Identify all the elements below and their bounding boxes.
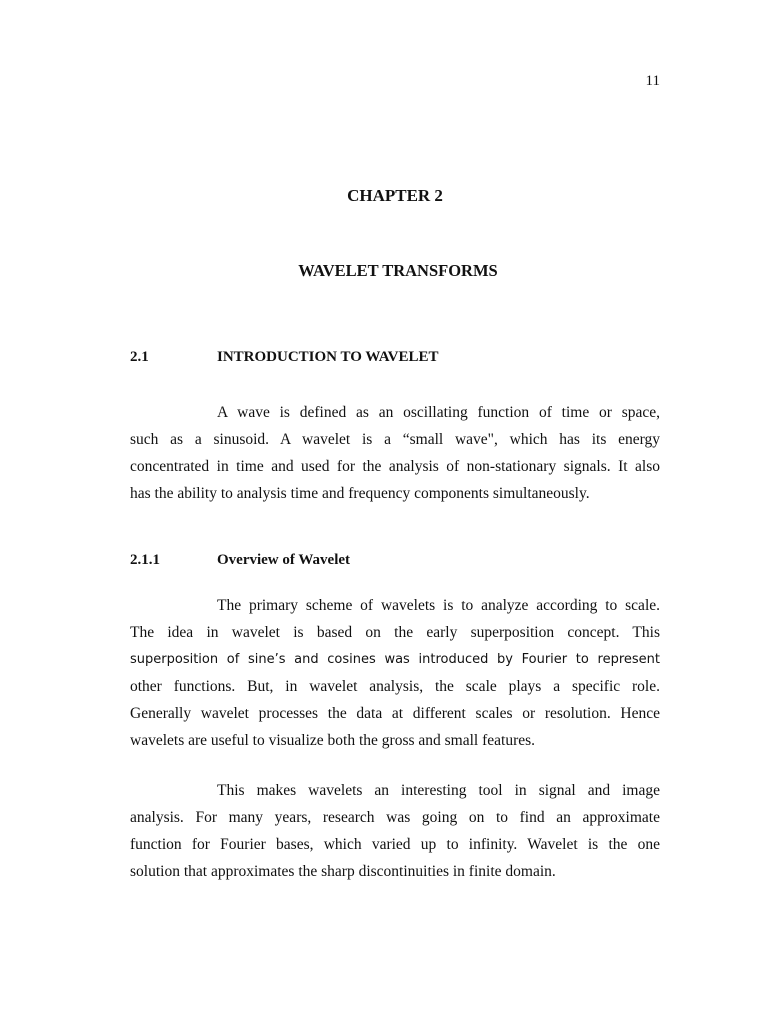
paragraph-line: superposition of sine’s and cosines was introduced by Fourier to represent (130, 652, 660, 667)
paragraph-line: concentrated in time and used for the analysis of non-stationary signals. It also (130, 458, 660, 475)
page-number: 11 (645, 73, 660, 89)
paragraph-line: The idea in wavelet is based on the early superposition concept. This (130, 624, 660, 641)
section-heading-2-1 (130, 348, 438, 366)
section-heading-2-1-1 (130, 551, 350, 569)
paragraph-overview-2 (130, 777, 660, 885)
paragraph-line: wavelets are useful to visualize both the gross and small features. (130, 732, 536, 749)
paragraph-overview-1 (130, 592, 660, 754)
paragraph-line: A wave is defined as an oscillating function of time or space, (217, 404, 660, 421)
chapter-label: CHAPTER 2 (347, 186, 443, 205)
paragraph-intro (130, 399, 660, 507)
section-number: 2.1 (130, 349, 149, 365)
subsection-number: 2.1.1 (130, 552, 160, 568)
paragraph-line: The primary scheme of wavelets is to analyze according to scale. (217, 597, 660, 614)
paragraph-line: has the ability to analysis time and frequency components simultaneously. (130, 485, 590, 502)
section-title: INTRODUCTION TO WAVELET (217, 349, 439, 365)
paragraph-line: solution that approximates the sharp discontinuities in finite domain. (130, 863, 556, 880)
subsection-title: Overview of Wavelet (217, 552, 351, 568)
paragraph-line: This makes wavelets an interesting tool in signal and image (217, 782, 660, 799)
paragraph-line: other functions. But, in wavelet analysis, the scale plays a specific role. (130, 678, 660, 695)
paragraph-line: such as a sinusoid. A wavelet is a “small wave", which has its energy (130, 431, 660, 448)
paragraph-line: function for Fourier bases, which varied up to infinity. Wavelet is the one (130, 836, 660, 853)
paragraph-line: analysis. For many years, research was going on to find an approximate (130, 809, 660, 826)
paragraph-line: Generally wavelet processes the data at different scales or resolution. Hence (130, 705, 660, 722)
chapter-title: WAVELET TRANSFORMS (298, 261, 498, 280)
